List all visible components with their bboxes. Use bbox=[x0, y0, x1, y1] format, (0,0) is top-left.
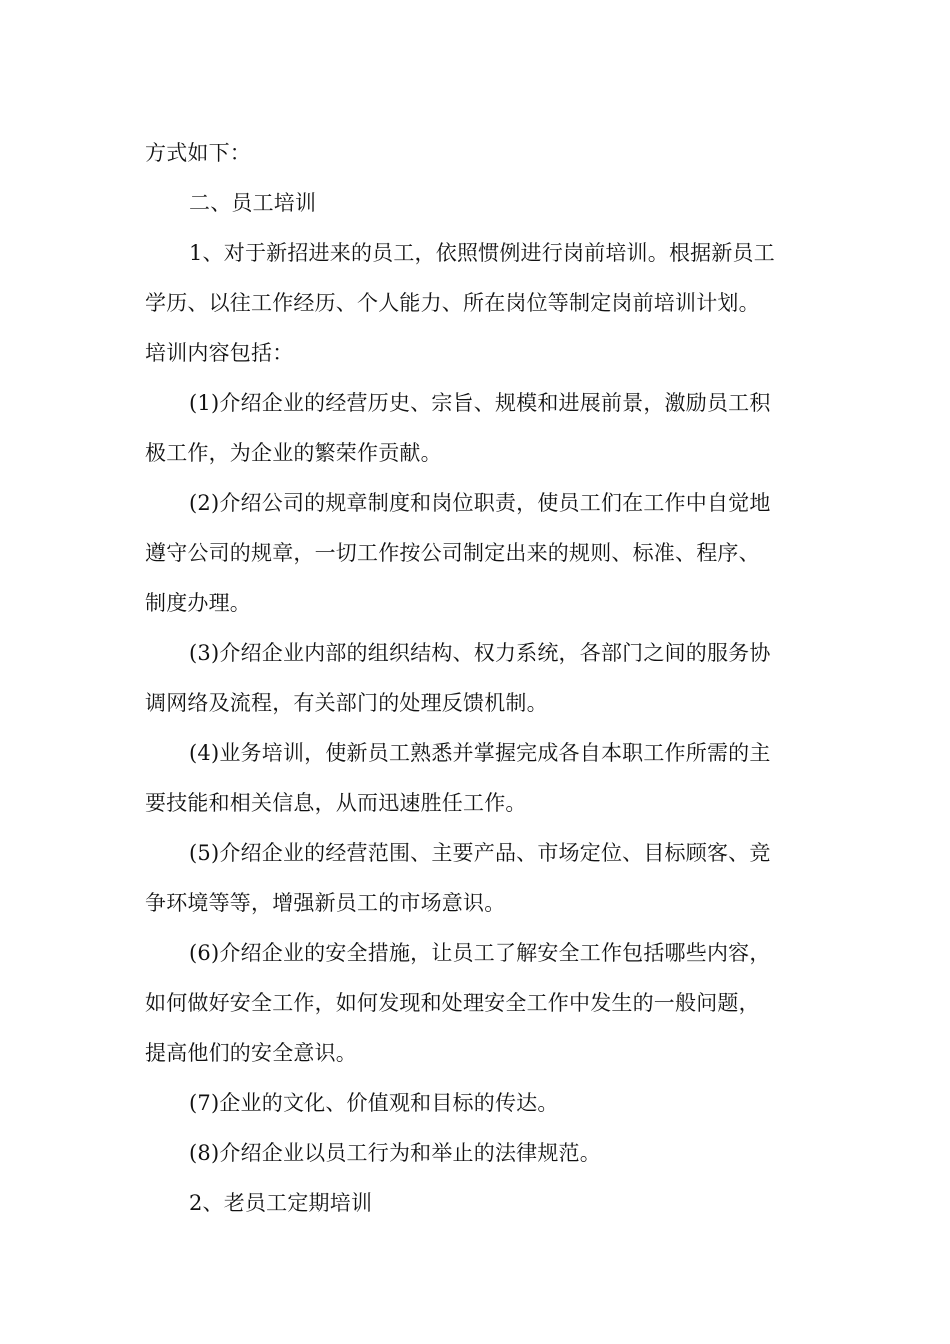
item-2-line-3: 制度办理。 bbox=[145, 591, 251, 615]
item-2-line-2: 遵守公司的规章，一切工作按公司制定出来的规则、标准、程序、 bbox=[145, 541, 760, 565]
item-5-line-1: (5)介绍企业的经营范围、主要产品、市场定位、目标顾客、竞 bbox=[189, 841, 771, 865]
item-1-line-2: 极工作，为企业的繁荣作贡献。 bbox=[145, 441, 442, 465]
paragraph-new-employee-line-2: 学历、以往工作经历、个人能力、所在岗位等制定岗前培训计划。 bbox=[145, 291, 760, 315]
item-3-line-1: (3)介绍企业内部的组织结构、权力系统，各部门之间的服务协 bbox=[189, 641, 771, 665]
document-page bbox=[145, 128, 815, 1228]
item-1-line-1: (1)介绍企业的经营历史、宗旨、规模和进展前景，激励员工积 bbox=[189, 391, 771, 415]
text-line-intro: 方式如下： bbox=[145, 141, 251, 165]
item-4-line-1: (4)业务培训，使新员工熟悉并掌握完成各自本职工作所需的主 bbox=[189, 741, 771, 765]
item-6-line-1: (6)介绍企业的安全措施，让员工了解安全工作包括哪些内容， bbox=[189, 941, 771, 965]
section-heading-senior-training: 2、老员工定期培训 bbox=[189, 1191, 373, 1215]
item-8-line-1: (8)介绍企业以员工行为和举止的法律规范。 bbox=[189, 1141, 601, 1165]
item-3-line-2: 调网络及流程，有关部门的处理反馈机制。 bbox=[145, 691, 548, 715]
item-4-line-2: 要技能和相关信息，从而迅速胜任工作。 bbox=[145, 791, 527, 815]
section-heading-employee-training: 二、员工培训 bbox=[189, 191, 317, 215]
paragraph-new-employee-line-1: 1、对于新招进来的员工，依照惯例进行岗前培训。根据新员工 bbox=[189, 241, 775, 265]
item-6-line-3: 提高他们的安全意识。 bbox=[145, 1041, 357, 1065]
paragraph-new-employee-line-3: 培训内容包括： bbox=[145, 341, 294, 365]
item-6-line-2: 如何做好安全工作，如何发现和处理安全工作中发生的一般问题， bbox=[145, 991, 760, 1015]
item-7-line-1: (7)企业的文化、价值观和目标的传达。 bbox=[189, 1091, 559, 1115]
item-2-line-1: (2)介绍公司的规章制度和岗位职责，使员工们在工作中自觉地 bbox=[189, 491, 771, 515]
item-5-line-2: 争环境等等，增强新员工的市场意识。 bbox=[145, 891, 506, 915]
